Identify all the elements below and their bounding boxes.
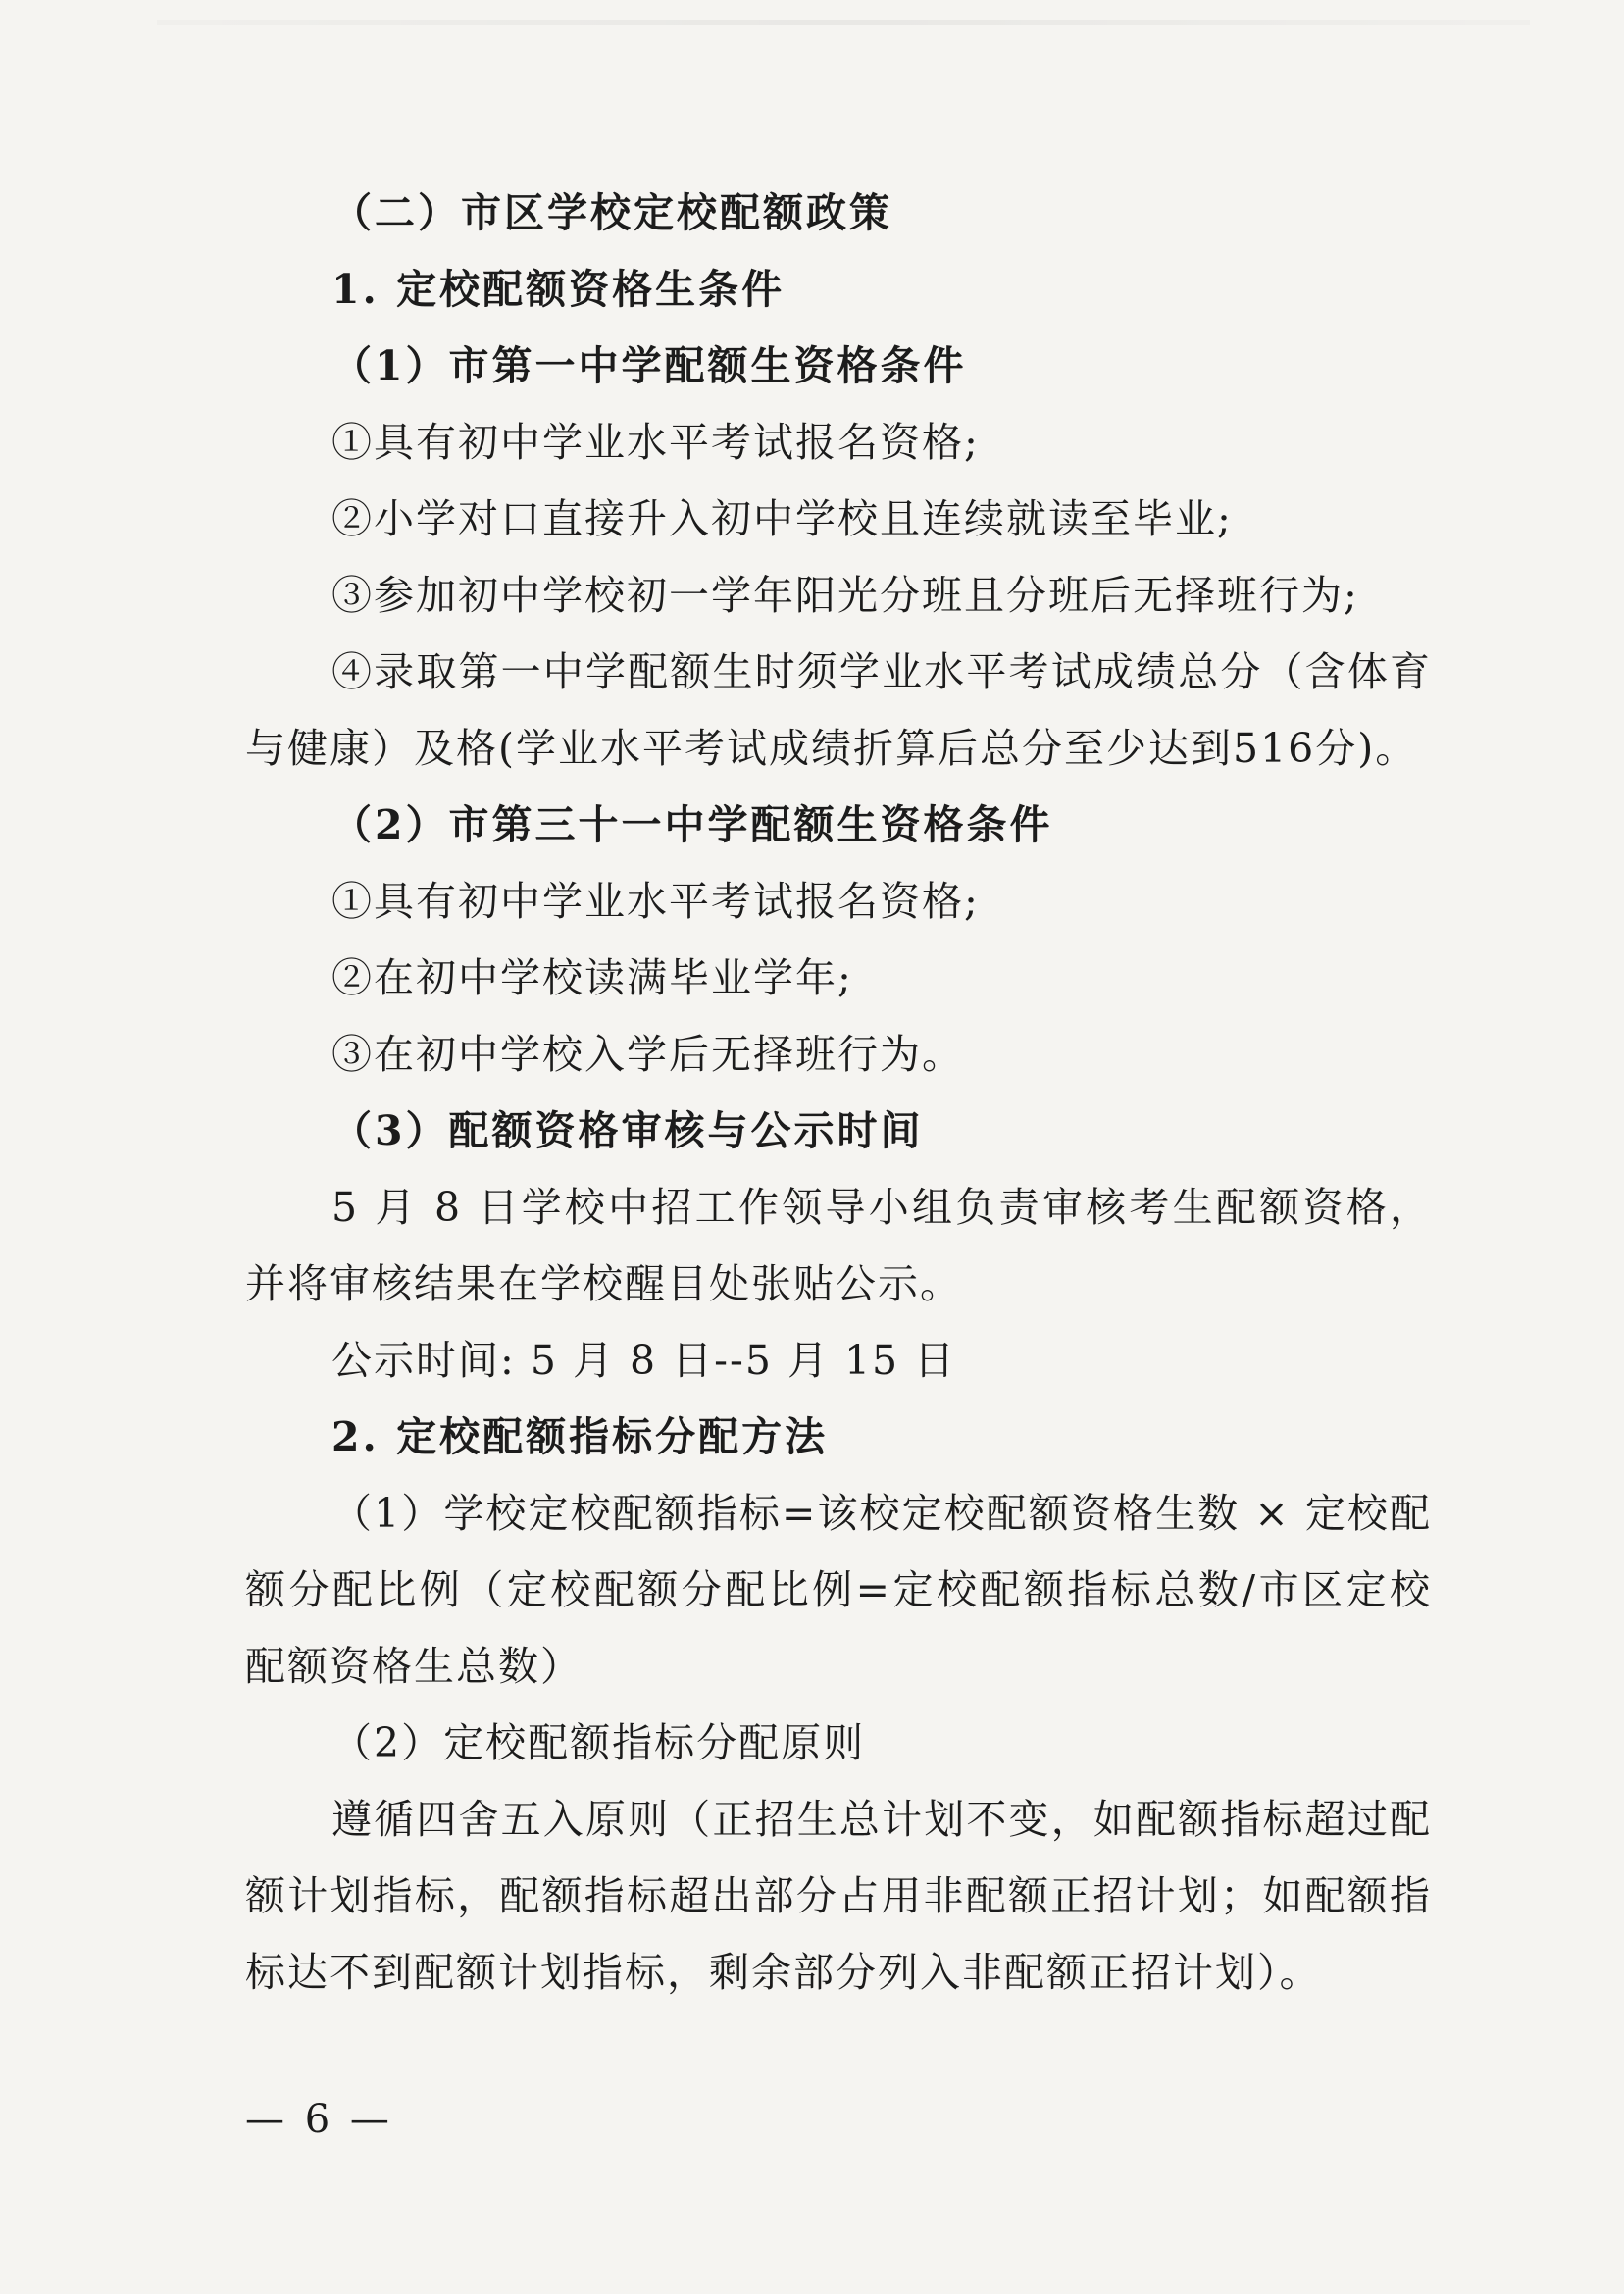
- method-item: （2）定校配额指标分配原则: [331, 1719, 866, 1766]
- heading-2: 2. 定校配额指标分配方法: [331, 1413, 829, 1460]
- page-number: — 6 —: [245, 2097, 393, 2142]
- list-item: ③参加初中学校初一学年阳光分班且分班后无择班行为;: [331, 572, 1359, 619]
- method-paragraph: （1）学校定校配额指标=该校定校配额资格生数 × 定校配额分配比例（定校配额分配比例=定校配额指标总数/市区定校配额资格生总数）: [245, 1490, 1432, 1690]
- review-paragraph: 5 月 8 日学校中招工作领导小组负责审核考生配额资格，并将审核结果在学校醒目处张贴公示。: [245, 1184, 1432, 1307]
- list-item: ③在初中学校入学后无择班行为。: [331, 1031, 964, 1078]
- list-item-paragraph: ④录取第一中学配额生时须学业水平考试成绩总分（含体育与健康）及格(学业水平考试成绩折算后总分至少达到516分)。: [245, 648, 1432, 772]
- list-item: ②在初中学校读满毕业学年;: [331, 954, 853, 1001]
- list-item: ①具有初中学业水平考试报名资格;: [331, 878, 980, 925]
- section-heading: （二）市区学校定校配额政策: [331, 189, 892, 236]
- principle-paragraph: 遵循四舍五入原则（正招生总计划不变，如配额指标超过配额计划指标，配额指标超出部分占用非配额正招计划；如配额指标达不到配额计划指标，剩余部分列入非配额正招计划）。: [245, 1796, 1432, 1996]
- document-body: [245, 175, 1432, 2011]
- public-time: 公示时间: 5 月 8 日--5 月 15 日: [331, 1337, 957, 1384]
- subheading-1: （1）市第一中学配额生资格条件: [331, 342, 967, 389]
- scan-artifact: [157, 20, 1530, 25]
- heading-1: 1. 定校配额资格生条件: [331, 266, 786, 313]
- list-item: ②小学对口直接升入初中学校且连续就读至毕业;: [331, 495, 1233, 542]
- subheading-2: （2）市第三十一中学配额生资格条件: [331, 801, 1053, 848]
- list-item: ①具有初中学业水平考试报名资格;: [331, 419, 980, 466]
- subheading-3: （3）配额资格审核与公示时间: [331, 1107, 924, 1154]
